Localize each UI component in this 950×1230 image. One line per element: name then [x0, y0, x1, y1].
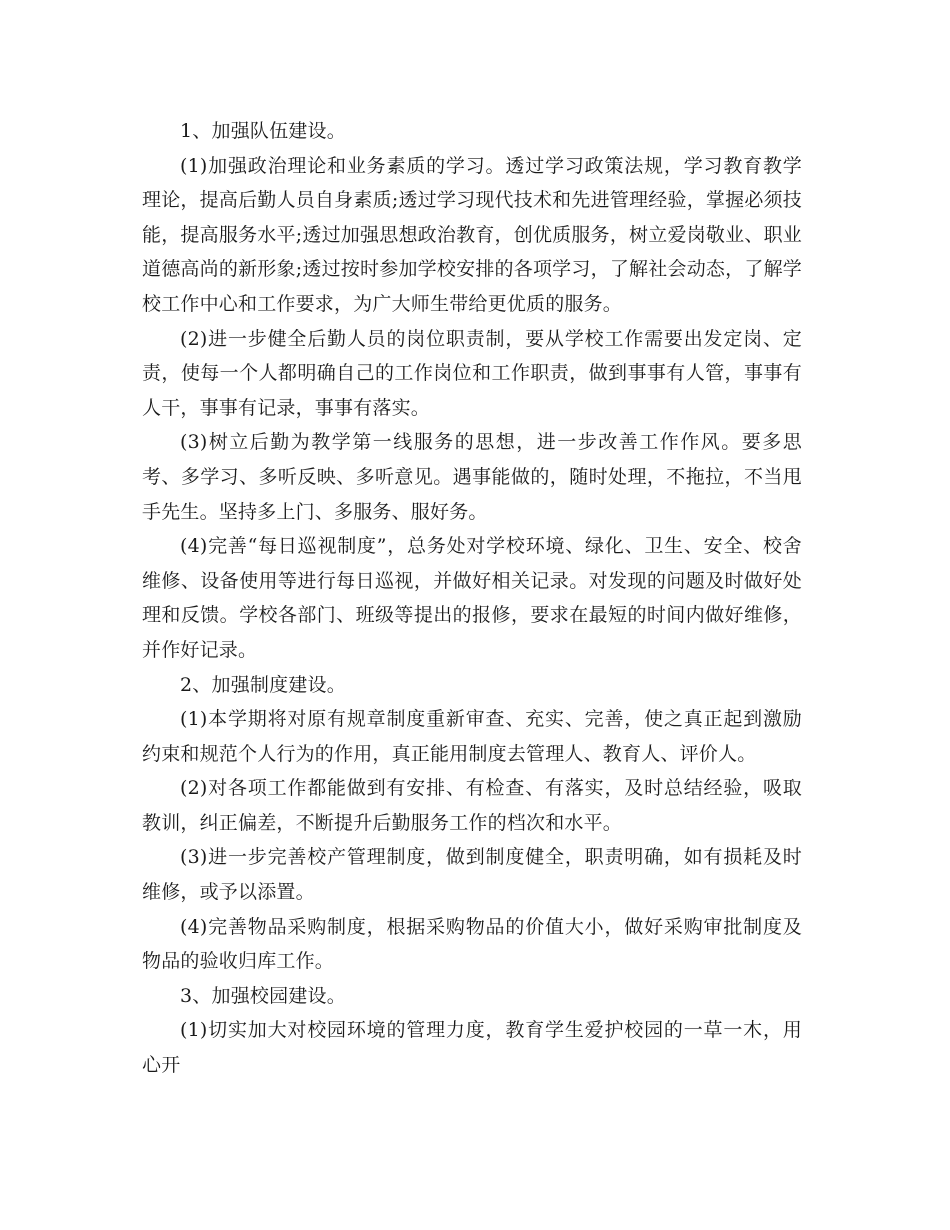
paragraph-system-1: (1)本学期将对原有规章制度重新审查、充实、完善，使之真正起到激励约束和规范个人行为的作用，真正能用制度去管理人、教育人、评价人。 [142, 708, 802, 765]
paragraph-system-2: (2)对各项工作都能做到有安排、有检查、有落实，及时总结经验，吸取教训，纠正偏差，不断提升后勤服务工作的档次和水平。 [142, 777, 802, 834]
section-heading-system-building: 2、加强制度建设。 [180, 673, 346, 696]
section-heading-team-building: 1、加强队伍建设。 [180, 120, 346, 142]
section-heading-campus-building: 3、加强校园建设。 [180, 984, 346, 1007]
paragraph-team-3: (3)树立后勤为教学第一线服务的思想，进一步改善工作作风。要多思考、多学习、多听反映、多听意见。遇事能做的，随时处理，不拖拉，不当甩手先生。坚持多上门、多服务、服好务。 [142, 431, 802, 523]
paragraph-team-1: (1)加强政治理论和业务素质的学习。透过学习政策法规，学习教育教学理论，提高后勤人员自身素质;透过学习现代技术和先进管理经验，掌握必须技能，提高服务水平;透过加强思想政治教育，创优质服务，树立爱岗敬业、职业道德高尚的新形象;透过按时参加学校安排的各项学习，了解社会动态，了解学校工作中心和工作要求，为广大师生带给更优质的服务。 [142, 154, 802, 315]
paragraph-team-4: (4)完善“每日巡视制度”，总务处对学校环境、绿化、卫生、安全、校舍维修、设备使用等进行每日巡视，并做好相关记录。对发现的问题及时做好处理和反馈。学校各部门、班级等提出的报修，要求在最短的时间内做好维修，并作好记录。 [142, 535, 802, 661]
document-body [142, 114, 802, 1083]
paragraph-team-2: (2)进一步健全后勤人员的岗位职责制，要从学校工作需要出发定岗、定责，使每一个人都明确自己的工作岗位和工作职责，做到事事有人管，事事有人干，事事有记录，事事有落实。 [142, 327, 802, 419]
paragraph-system-3: (3)进一步完善校产管理制度，做到制度健全，职责明确，如有损耗及时维修，或予以添置。 [142, 846, 802, 904]
paragraph-system-4: (4)完善物品采购制度，根据采购物品的价值大小，做好采购审批制度及物品的验收归库工作。 [142, 915, 802, 973]
paragraph-campus-1: (1)切实加大对校园环境的管理力度，教育学生爱护校园的一草一木，用心开 [142, 1019, 802, 1077]
